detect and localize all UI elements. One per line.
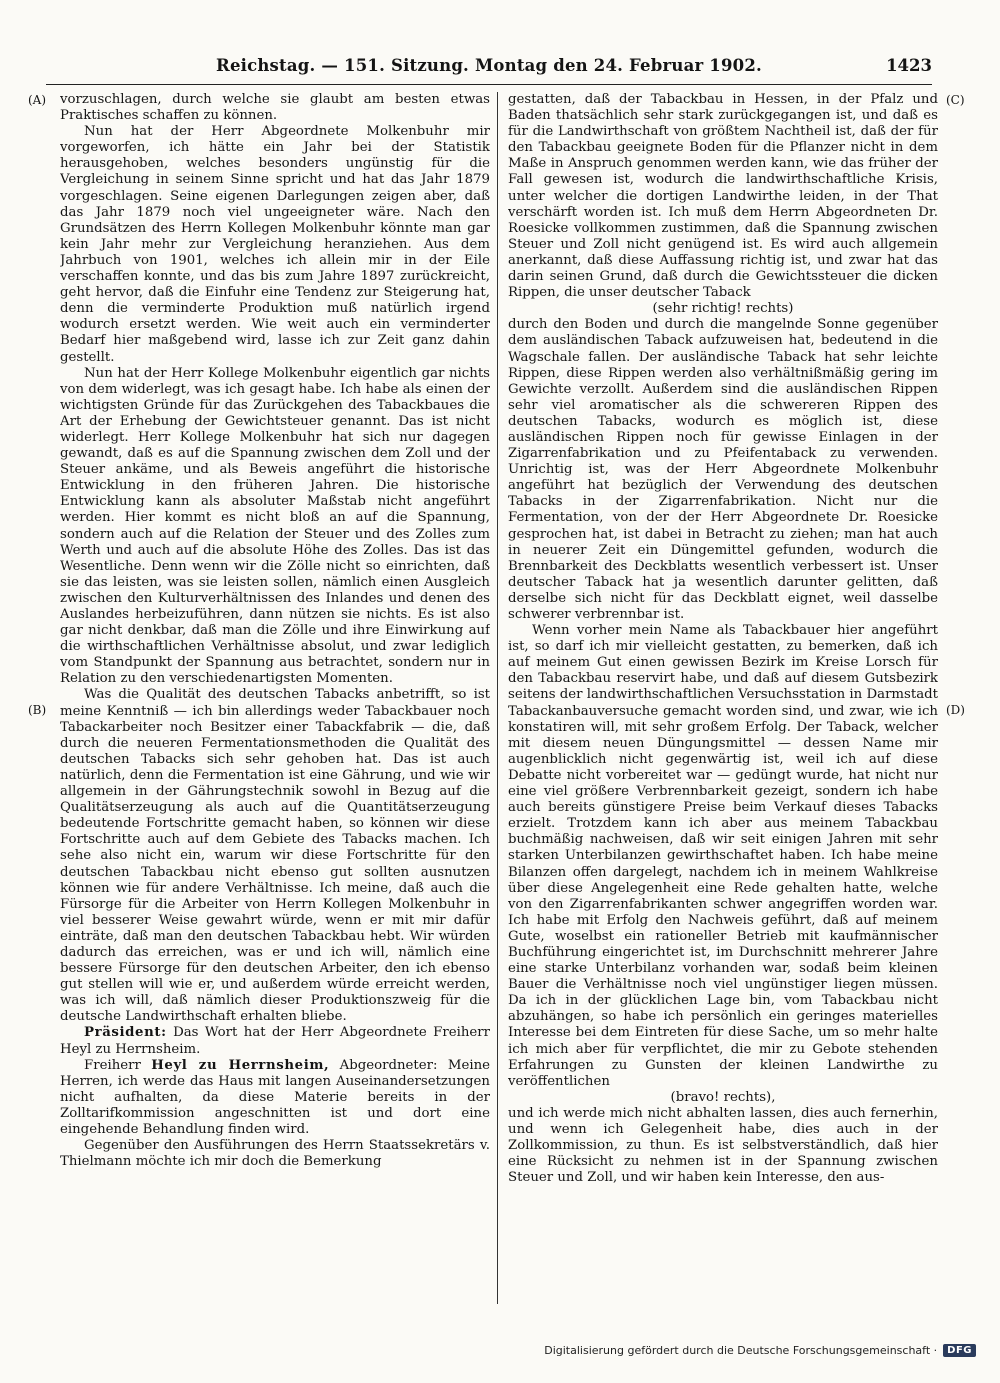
president-paragraph [60, 1025, 490, 1057]
left-column [60, 92, 490, 1307]
paragraph: Was die Qualität des deutschen Tabacks anbetrifft, so ist meine Kenntniß — ich bin allerdings weder Tabackbauer noch Tabackarbeiter noch Besitzer einer Tabackfabrik — die, daß durch die neueren Fermentationsmethoden die Qualität des deutschen Tabacks sich sehr gehoben hat. Das ist auch natürlich, denn die Fermentation ist eine Gährung, und wie wir allgemein in der Gährungstechnik sowohl in Bezug auf die Qualitätserzeugung als auch auf die Quantitätserzeugung bedeutende Fortschritte gemacht haben, so können wir diese Fortschritte auch auf dem Gebiete des Tabacks machen. Ich sehe also nicht ein, warum wir diese Fortschritte für den deutschen Tabackbau nicht ebenso gut sollten ausnutzen können wie für andere Verhältnisse. Ich meine, daß auch die Fürsorge für die Arbeiter von Herrn Kollegen Molkenbuhr in viel besserer Weise gewahrt würde, wenn er mit mir dafür einträte, daß man den deutschen Tabackbau hebt. Wir würden dadurch das erreichen, was er und ich will, nämlich eine bessere Fürsorge für den deutschen Arbeiter, den ich ebenso gut stellen will wie er, und außerdem würde erreicht werden, was ich will, daß nämlich dieser Produktionszweig für die deutsche Landwirthschaft erhalten bliebe. [60, 687, 490, 1025]
margin-marker-d: (D) [946, 703, 965, 717]
page-number: 1423 [886, 56, 932, 75]
paragraph: Nun hat der Herr Kollege Molkenbuhr eigentlich gar nichts von dem widerlegt, was ich gesagt habe. Ich habe als einen der wichtigsten Gründe für das Zurückgehen des Tabackbaues die Art der Erhebung der Gewichtsteuer genannt. Das ist nicht widerlegt. Herr Kollege Molkenbuhr hat sich nur dagegen gewandt, daß es auf die Spannung zwischen dem Zoll und der Steuer ankäme, und als Beweis angeführt die historische Entwicklung in den früheren Jahren. Die historische Entwicklung kann als absoluter Maßstab nicht angeführt werden. Hier kommt es nicht bloß an auf die Spannung, sondern auch auf die Relation der Steuer und des Zolles zum Werth und auch auf die absolute Höhe des Zolles. Das ist das Wesentliche. Denn wenn wir die Zölle nicht so einrichten, daß sie das leisten, was sie leisten sollen, nämlich einen Ausgleich zwischen den Kulturverhältnissen des Inlandes und denen des Auslandes herbeizuführen, dann nützen sie nichts. Es ist also gar nicht denkbar, daß man die Zölle und ihre Einwirkung auf die wirthschaftlichen Verhältnisse absolut, und zwar lediglich vom Standpunkt der Spannung aus betrachtet, sondern nur in Relation zu den verschiedenartigsten Momenten. [60, 365, 490, 687]
digitization-footer [544, 1344, 976, 1357]
paragraph: durch den Boden und durch die mangelnde Sonne gegenüber dem ausländischen Taback aufzuweisen hat, bedeutend in die Wagschale fallen. Der ausländische Taback hat sehr leichte Rippen, diese Rippen werden also verhältnißmäßig gering im Gewichte verzollt. Außerdem sind die ausländischen Rippen sehr viel aromatischer als die schwereren Rippen des deutschen Tabacks, wodurch es möglich ist, diese ausländischen Rippen noch für gewisse Einlagen in der Zigarrenfabrikation und zu Pfeifentaback zu verwenden. Unrichtig ist, was der Herr Abgeordnete Molkenbuhr angeführt hat bezüglich der Verwendung des deutschen Tabacks in der Zigarrenfabrikation. Nicht nur die Fermentation, von der der Herr Abgeordnete Dr. Roesicke gesprochen hat, ist dabei in Betracht zu ziehen; man hat auch in neuerer Zeit ein Düngemittel gefunden, wodurch die Brennbarkeit des Deckblatts wesentlich verbessert ist. Unser deutscher Taback hat ja wesentlich darunter gelitten, daß derselbe sich nicht für das Deckblatt eignet, weil dasselbe schwerer verbrennbar ist. [508, 317, 938, 622]
speaker-name: Heyl zu Herrnsheim, [151, 1057, 330, 1073]
running-title: Reichstag. — 151. Sitzung. Montag den 24. Februar 1902. [216, 56, 762, 75]
interjection: (bravo! rechts), [670, 1089, 776, 1105]
margin-marker-b: (B) [28, 703, 47, 717]
president-label: Präsident: [84, 1025, 167, 1041]
page-header [46, 56, 932, 84]
paragraph: und ich werde mich nicht abhalten lassen, dies auch fernerhin, und wenn ich Gelegenheit habe, dies auch in der Zollkommission, zu thun. Es ist selbstverständlich, daß hier eine Rücksicht zu nehmen ist in der Spannung zwischen Steuer und Zoll, und wir haben kein Interesse, den aus- [508, 1105, 938, 1186]
paragraph: gestatten, daß der Tabackbau in Hessen, in der Pfalz und Baden thatsächlich sehr stark zurückgegangen ist, und daß es für die Landwirthschaft von größtem Nachtheil ist, daß der für den Tabackbau geeignete Boden für die Pflanzer nicht in dem Maße in Anspruch genommen werden kann, wie das früher der Fall gewesen ist, wodurch die landwirthschaftliche Krisis, unter welcher die dortigen Landwirthe leiden, in der That verschärft worden ist. Ich muß dem Herrn Abgeordneten Dr. Roesicke vollkommen zustimmen, daß die Spannung zwischen Steuer und Zoll nicht genügend ist. Es wird auch allgemein anerkannt, daß diese Auffassung richtig ist, und zwar hat das darin seinen Grund, daß durch die Gewichtssteuer die dicken Rippen, die unser deutscher Taback [508, 92, 938, 301]
paragraph: Nun hat der Herr Abgeordnete Molkenbuhr mir vorgeworfen, ich hätte ein Jahr bei der Statistik herausgehoben, welches besonders ungünstig für die Vergleichung in seinem Sinne spricht und hat das Jahr 1879 vorgeschlagen. Seine eigenen Darlegungen zeigen aber, daß das Jahr 1879 noch viel ungeeigneter wäre. Nach den Grundsätzen des Herrn Kollegen Molkenbuhr könnte man gar kein Jahr mehr zur Vergleichung heranziehen. Aus dem Jahrbuch von 1901, welches ich allein mir in der Eile verschaffen konnte, und das bis zum Jahre 1897 zurückreicht, geht hervor, daß die Einfuhr eine Tendenz zur Steigerung hat, denn die verminderte Produktion muß natürlich irgend wodurch ersetzt werden. Wie weit auch ein verminderter Bedarf hier maßgebend wird, lasse ich zur Zeit ganz dahin gestellt. [60, 124, 490, 365]
paragraph: Wenn vorher mein Name als Tabackbauer hier angeführt ist, so darf ich mir vielleicht gestatten, zu bemerken, daß ich auf meinem Gut einen gewissen Bezirk im Kreise Lorsch für den Tabackbau reservirt habe, und daß auf diesem Gutsbezirk seitens der landwirthschaftlichen Versuchsstation in Darmstadt Tabackanbauversuche gemacht worden sind, und zwar, wie ich konstatiren will, mit sehr großem Erfolg. Der Taback, welcher mit diesem neuen Düngungsmittel — dessen Name mir augenblicklich nicht gegenwärtig ist, weil ich auf diese Debatte nicht vorbereitet war — gedüngt wurde, hat nicht nur eine viel größere Verbrennbarkeit gezeigt, sondern ich habe auch bereits günstigere Preise beim Verkauf dieses Tabacks erzielt. Trotzdem kann ich aber aus meinem Tabackbau buchmäßig nachweisen, daß wir seit einigen Jahren mit sehr starken Unterbilanzen gewirthschaftet haben. Ich habe meine Bilanzen offen dargelegt, nachdem ich in meinem Wahlkreise über diese Angelegenheit eine Rede gehalten hatte, welche von den Zigarrenfabrikanten schwer angegriffen worden war. Ich habe mit Erfolg den Nachweis geführt, daß auf meinem Gute, woselbst ein rationeller Betrieb mit kaufmännischer Buchführung eingerichtet ist, im Durchschnitt mehrerer Jahre eine starke Unterbilanz vorhanden war, sodaß beim kleinen Bauer die Verhältnisse noch viel ungünstiger liegen müssen. Da ich in der glücklichen Lage bin, vom Tabackbau nicht abzuhängen, so habe ich persönlich ein geringes materielles Interesse bei dem Eintreten für diese Sache, um so mehr halte ich mich aber für verpflichtet, die mir zu Gebote stehenden Erfahrungen zu Gunsten der kleinen Landwirthe zu veröffentlichen [508, 623, 938, 1089]
dfg-logo-icon: DFG [943, 1344, 976, 1357]
interjection: (sehr richtig! rechts) [652, 301, 794, 317]
right-column [508, 92, 938, 1307]
header-rule [46, 84, 932, 85]
speaker-prefix: Freiherr [84, 1057, 141, 1073]
speaker-paragraph [60, 1058, 490, 1138]
speaker-text: Abgeordneter: Meine Herren, ich werde das Haus mit langen Auseinandersetzungen nicht aufhalten, da diese Materie bereits in der Zolltarifkommission angeschnitten ist und dort eine eingehende Behandlung finden wird. [60, 1057, 490, 1137]
column-divider [497, 92, 498, 1304]
margin-marker-c: (C) [946, 93, 965, 107]
paragraph: vorzuschlagen, durch welche sie glaubt am besten etwas Praktisches schaffen zu können. [60, 92, 490, 124]
paragraph: Gegenüber den Ausführungen des Herrn Staatssekretärs v. Thielmann möchte ich mir doch die Bemerkung [60, 1138, 490, 1170]
president-text: Das Wort hat der Herr Abgeordnete Freiherr Heyl zu Herrnsheim. [60, 1025, 490, 1057]
margin-marker-a: (A) [28, 93, 47, 107]
footer-text: Digitalisierung gefördert durch die Deutsche Forschungsgemeinschaft · [544, 1344, 938, 1357]
